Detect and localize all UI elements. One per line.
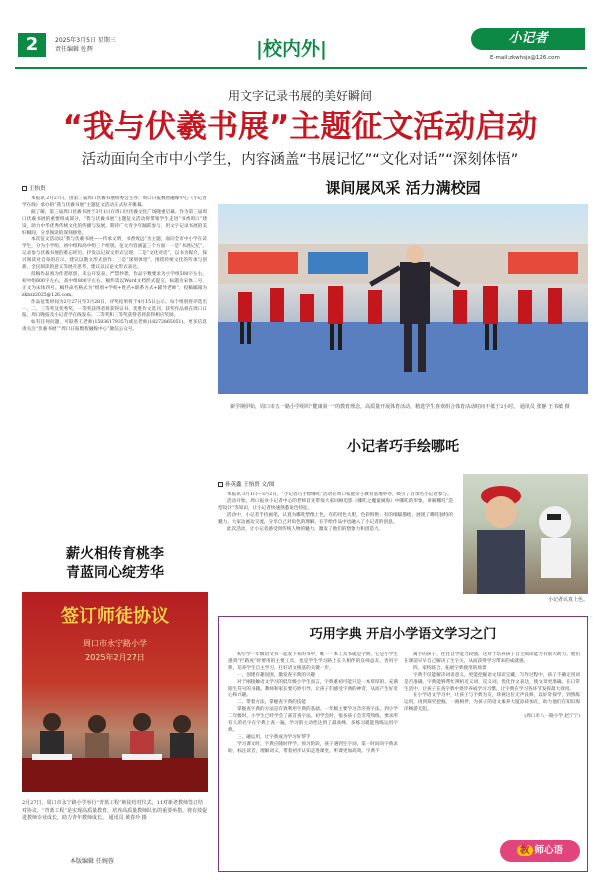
paragraph: 本次征文活动以“我与伏羲书展——传承文明，书香致远”为主题，面向全市中小学在读学生，分为小学组、初中组和高中组三个组别。征文内容涵盖三个方面：一是“书展记忆”，记录参与伏羲书展的难忘经历，抒发以记叙文形式呈现；二是“文化对话”，以书为媒介，探讨阅读对自身的启示，建议以散文形式创作；三是“深刻体悟”，围绕传统文化的传承与创新，全民阅读的意义等展开思考，建议以议论文形式表达。 (22, 237, 207, 271)
paragraph: 如有任何问题，可联系王老师(15836179357)或岳老师(18272865051)。更多信息请关注“伏羲书展”“周口日报数智融媒中心”微信公众号。 (22, 320, 207, 333)
editor-line: 责任编辑 佐辉 (55, 46, 93, 53)
byline-text: 王怡贵 (29, 186, 46, 192)
byline (218, 480, 274, 488)
article-body (22, 196, 207, 536)
headline-line: 青蓝同心绽芳华 (66, 565, 164, 581)
square-icon (218, 482, 223, 487)
subheading: 四、家校联合，拓展字典使用的场景 (413, 665, 487, 671)
child-painting-illustration (463, 474, 588, 594)
paragraph: 活动中，小记者手持画笔，认真为哪吒塑像上色，有的用色大胆，色彩鲜艳；有的细腻描绘，展现了哪吒独特的魅力。大家边画边交流，分享自己对角色的理解，在手绘作品中也融入了小记者的创意。 (218, 512, 453, 525)
deck: 活动面向全市中小学生，内容涵盖“书展记忆”“文化对话”“深刻体悟” (81, 152, 519, 168)
paragraph: 作品征集时间为2月27日至3月28日，评奖结果将于4月15日公示。每个组别将评选出一、二、三等奖及优秀奖，一等奖获得者将获得证书、优胜作文选刊，获奖作品将在周口日报、周口晚报及小记者学在线发布。二等奖和三等奖获得者将获得相应奖励。 (22, 299, 207, 319)
xiaojizhe-logo: 小记者 (471, 28, 585, 50)
article-column (404, 652, 580, 864)
paragraph: 本报讯 2月27日，由第三届周口伏羲书展组委会主办、周口日报数智融媒中心《小记者学在线》承办的“我与伏羲书展”主题征文活动正式拉开帷幕。 (22, 196, 207, 208)
photo-heading: 课间展风采 活力满校园 (325, 179, 481, 197)
paragraph: 此次活动，让小记者感受到传统人物的魅力，激发了他们的想象力和创造力。 (227, 526, 384, 532)
photo-caption: 2月27日，周口市永宁路小学举行“青蓝工程”师徒结对仪式，11对新老教师签订结对协议，“青蓝工程”是实现高质量教育，培养高质量教师队伍的重要举措，将有效促进教师专业成长，助力青年教师成长。 通讯员 黄春玲 摄 (22, 800, 208, 821)
paragraph: 据了解，第三届周口伏羲书展于3月1日在周口区伏羲文化广场隆重启幕。作为第三届周口伏羲书展的重要组成部分，“我与伏羲书展”主题征文活动将带领学生走进“书香周口”建设，助力中华优秀传统文化的传播与发展。期待广大青少年踊跃参与，用文字记录书展的美好瞬间，分享阅读的深刻感悟。 (22, 209, 207, 236)
ceremony-illustration (22, 702, 208, 792)
page-number: 2 (18, 33, 46, 57)
playground-illustration (218, 204, 588, 394)
subheading: 一、创建有趣氛围，激发查字典的兴趣 (237, 672, 316, 678)
byline (22, 184, 46, 192)
paragraph: 投稿作品须为作者原创，未公开发表，严禁抄袭。作品字数要求为小学组500字左右，初中组600字左右，高中组800字左右。稿件需以Word文档形式提交，标题为宋体二号，正文为宋体四号。稿件命名格式为“组别+学校+姓名+联系方式+辅导老师”，投稿邮箱为zkbzz2025@126.com。 (22, 271, 207, 298)
paragraph: 字典不仅能解决词语意义，更能挖掘语文知识宝藏，写作过程中，孩子不确定用词是否准确，字典能够帮忙辨析近义词、反义词，优化作文表达，使文章更准确。在日常生活中，让孩子在查字典中逐步养成学习习惯，让字典在学习各环节发挥最大效用。 (404, 672, 580, 692)
article-column (228, 652, 398, 864)
teacher-mentor-headline (20, 545, 210, 583)
paragraph: 学习课文时，字典应随时伴学。预习阶段，孩子遇到生字词，第一时间向字典求助，标注读音，理解词义，带着初步认知走进课堂，听课更加高效。字典不 (228, 741, 398, 754)
paragraph: 初小学一年级语文书一起发下来的书中，唯一一本工具书就是字典，它是小学生遇到“拦路虎”时要用的主要工具，也是学生学习路上长久相伴的良师益友。善用字典，培养学生自主学习，打好语文根基的关键一步。 (228, 652, 398, 671)
headline-line: 薪火相传育桃李 (66, 546, 164, 562)
byline-text: 孙英鑫 王怡贵 文/图 (225, 482, 275, 488)
square-icon (22, 186, 27, 191)
ceremony-school-text: 周口市永宁路小学 (83, 639, 147, 648)
teacher-column-badge (500, 840, 580, 862)
main-headline: “我与伏羲书展”主题征文活动启动 (62, 109, 538, 145)
header-meta (55, 36, 116, 54)
article-headline: 小记者巧手绘哪吒 (347, 439, 459, 455)
paragraph: 对于刚接触语文学习的低年级小学生而言，字典难初可能只是一本厚厚的、充满陌生符号的书籍。教师和家长要巧妙引导，让孩子们感受字典的神奇，从而产生好奇心和兴趣。 (228, 679, 398, 699)
photo-caption: 小记者认真上色。 (547, 597, 588, 603)
subheading: 二、带着方法，掌握查字典的技能 (237, 700, 306, 706)
ceremony-banner-text: 签订师徒协议 (61, 606, 169, 627)
child-painting-photo (463, 474, 588, 594)
header-rule (15, 67, 587, 69)
paragraph: 在小学语文学习中，让孩子与字典为友，珍视这位无声良师，以好奇探学，到熟练运用，再到探究挖掘，一路相伴，为孩子的语文素养大厦添砖加瓦，助力他们在知识海洋畅游无阻。 (404, 693, 580, 713)
author-line: (周口市八一路小学 赵宁宁) (524, 714, 580, 720)
photo-caption: 新学期伊始，周口市五一路小学组织“健康第一”的教育理念，高质量开展体育活动，精选学生喜欢组合体育活动时间不低于2小时。 通讯员 张静 王书敏 摄 (230, 404, 570, 410)
page-editor: 本版编辑 任婉蓉 (70, 858, 114, 865)
badge-label: 师心语 (534, 845, 564, 856)
badge-icon: 教 (517, 845, 533, 856)
contact-email[interactable]: E-mail:zkwhsjs@126.com (490, 55, 560, 61)
paragraph: 本报讯 3月1日—3月2日，“小记者巧手绘哪吒”活动在周口家庭亲子教育基地举办，吸引了百余名小记者参与。 (227, 492, 452, 497)
paragraph: 掌握查字典的方法是有效利用字典的基础。一年级主要学习音序查字法，到小学二年级时，小学生已经学会了部首查字法。初学会时，很多孩子会非常熟练，要求所有人的名字在字典上查一遍，学习的主动性达到了最高峰，多练习就能熟练运用字典。 (228, 707, 398, 733)
kicker: 用文字记录书展的美好瞬间 (227, 89, 372, 103)
playground-photo (218, 204, 588, 394)
article-headline: 巧用字典 开启小学语文学习之门 (309, 627, 497, 642)
paragraph: 离手的孩子，往往自学能力较强，这对于培养孩子自主阅读能力有很大助力。他们在课前早早自己解决了生字关，从而获得学习带来的成就感。 (404, 652, 580, 664)
ceremony-photo (22, 592, 208, 792)
subheading: 三、融运用，让字典成为学习好帮手 (237, 734, 311, 740)
ceremony-date-text: 2025年2月27日 (85, 653, 145, 662)
article-body (218, 492, 453, 602)
date-line: 2025年3月5日 星期三 (55, 37, 116, 44)
paragraph: 活动开始，周口报业小记者中心的老师首先带领大家回顾电影《哪吒之魔童闹海》中哪吒的形象，讲解哪吒“造型设计”等知识，让小记者快速熟悉角色特征。 (218, 498, 453, 511)
section-title: |校内外| (256, 38, 327, 60)
